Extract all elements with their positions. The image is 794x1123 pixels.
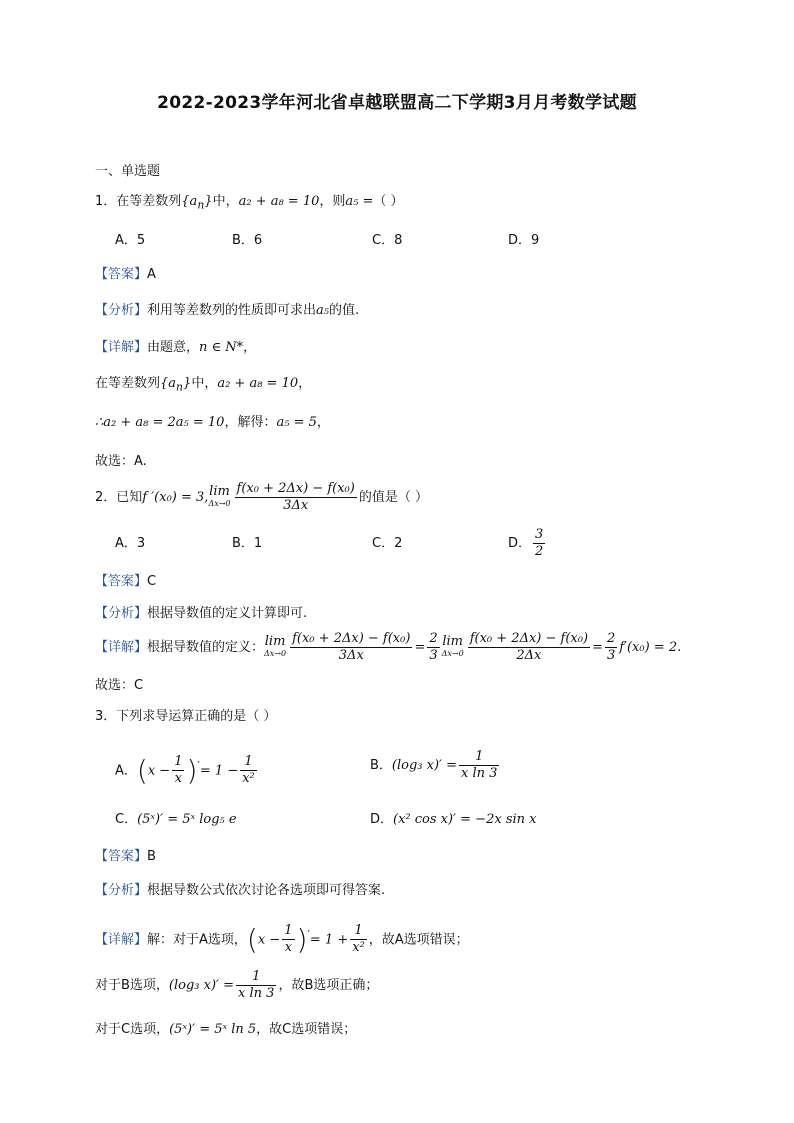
q2-option-c: C．2 <box>372 536 403 551</box>
q2-choose: 故选：C <box>95 678 144 693</box>
q3-option-b-frac-den: x ln 3 <box>461 766 498 781</box>
question-2-stem <box>95 478 428 518</box>
q1-d1-math: n ∈ N* <box>199 340 244 355</box>
analysis-tag: 【分析】 <box>95 883 148 898</box>
q2-detail-eq-2: = <box>592 640 603 655</box>
q3-detail-a-frac2-den: x² <box>352 940 365 956</box>
answer-tag: 【答案】 <box>95 574 148 589</box>
q2-detail-frac-2 <box>468 631 590 664</box>
q2-lim-word: lim <box>209 483 230 499</box>
q1-d2-mid: 中， <box>191 376 218 391</box>
q3-detail-a-eq: = 1 + <box>309 932 349 948</box>
q1-d1-end: ， <box>243 340 257 355</box>
q2-detail-lim-2 <box>441 633 464 660</box>
q2-detail-tail: f′(x₀) = 2. <box>619 640 682 655</box>
q3-answer <box>95 847 156 867</box>
q3-option-b <box>370 746 501 786</box>
q2-analysis-text: 根据导数值的定义计算即可. <box>147 606 308 621</box>
q3-option-c-expr: (5ˣ)′ = 5ˣ log₅ e <box>137 812 237 827</box>
q3-detail-a <box>95 915 469 960</box>
q3-option-d <box>370 810 536 830</box>
q2-option-d <box>508 524 547 564</box>
q2-stem-post: 的值是（ ） <box>358 490 428 505</box>
q2-option-b: B．1 <box>232 536 263 551</box>
q3-option-a-rparen: ) <box>186 753 198 787</box>
q1-analysis-text: 利用等差数列的性质即可求出 <box>147 303 317 318</box>
q2-detail-frac-1-den: 3Δx <box>338 648 364 663</box>
q2-limit <box>208 483 231 510</box>
q3-detail-a-frac2 <box>350 923 367 956</box>
q1-option-a: A．5 <box>115 233 146 248</box>
q3-option-a <box>115 746 259 791</box>
q3-detail-a-frac-num: 1 <box>284 923 293 939</box>
q3-option-a-prime: ′ <box>197 759 200 772</box>
q2-option-d-label: D． <box>508 536 532 551</box>
q1-answer <box>95 265 156 285</box>
q3-option-a-frac <box>172 754 184 787</box>
q3-detail-a-frac2-num: 1 <box>350 923 367 940</box>
q3-detail-a-pre: 解：对于A选项， <box>147 932 247 948</box>
q3-detail-b-frac-den: x ln 3 <box>238 986 275 1001</box>
q1-seq-close: } <box>204 194 213 209</box>
q2-detail-pre: 根据导数值的定义： <box>147 640 265 655</box>
q1-blank: （ ） <box>373 194 404 209</box>
q2-lim-sub: Δx→0 <box>208 498 231 508</box>
q3-option-a-frac-num: 1 <box>174 754 183 770</box>
page-title: 2022-2023学年河北省卓越联盟高二下学期3月月考数学试题 <box>157 93 637 113</box>
q3-option-b-label: B． <box>370 758 392 773</box>
q2-detail-frac-1 <box>290 631 412 664</box>
q3-detail-b-end: ，故B选项正确； <box>278 978 379 993</box>
q1-seq-sub: n <box>197 198 205 212</box>
q2-detail-frac-2-den: 2Δx <box>516 648 542 663</box>
q3-detail-a-inner: x − <box>257 932 281 948</box>
q3-option-a-frac2 <box>240 754 257 787</box>
detail-tag: 【详解】 <box>95 640 148 655</box>
q2-stem-pre: 2．已知 <box>95 490 143 505</box>
q2-detail-k-2-num: 2 <box>606 631 616 646</box>
q3-option-c <box>115 810 237 830</box>
q1-d2-math: a₂ + a₈ = 10 <box>217 376 299 391</box>
q2-detail-lim-1-word: lim <box>264 633 286 649</box>
q3-option-a-label: A． <box>115 763 137 779</box>
q3-detail-a-rparen: ) <box>296 922 308 956</box>
q1-option-b: B．6 <box>232 233 263 248</box>
q3-option-c-label: C． <box>115 812 138 827</box>
q3-detail-a-lparen: ( <box>246 922 258 956</box>
q2-option-d-frac <box>533 527 545 560</box>
q3-option-b-frac <box>459 749 499 782</box>
q1-analysis-end: 的值. <box>329 303 360 318</box>
detail-tag: 【详解】 <box>95 340 148 355</box>
q2-detail-k-1-num: 2 <box>429 631 438 646</box>
detail-tag: 【详解】 <box>95 932 148 948</box>
q1-seq <box>181 194 213 212</box>
q1-stem-post: ，则 <box>319 194 346 209</box>
q2-fraction-den: 3Δx <box>283 498 309 513</box>
q1-answer-value: A <box>147 267 156 282</box>
q1-d3-end: ， <box>316 415 330 430</box>
q2-detail-lim-1 <box>264 633 287 660</box>
answer-tag: 【答案】 <box>95 267 148 282</box>
q1-d3-result: a₅ = 5 <box>276 415 317 430</box>
q2-detail-k-1-den: 3 <box>429 648 438 663</box>
q2-option-d-den: 2 <box>535 544 544 559</box>
q1-ask: a₅ = <box>345 194 374 209</box>
q1-d2-seq-close: } <box>183 376 192 391</box>
q2-detail-lim-1-sub: Δx→0 <box>264 648 287 658</box>
q3-option-a-eq: = 1 − <box>199 763 239 779</box>
q1-seq-open: {a <box>181 194 198 209</box>
q3-option-a-lparen: ( <box>136 753 148 787</box>
q2-detail-k-2 <box>605 631 617 664</box>
q2-answer-value: C <box>147 574 157 589</box>
q3-detail-b-frac-num: 1 <box>236 969 276 986</box>
q1-stem-pre: 1．在等差数列 <box>95 194 182 209</box>
q2-detail-frac-2-num: f(x₀ + 2Δx) − f(x₀) <box>469 631 589 646</box>
q1-d2-seq-open: {a <box>160 376 177 391</box>
q3-detail-c-pre: 对于C选项， <box>95 1022 170 1037</box>
q1-d1-pre: 由题意， <box>147 340 200 355</box>
q1-condition: a₂ + a₈ = 10 <box>238 194 320 209</box>
q2-option-d-num: 3 <box>535 527 544 542</box>
q2-condition: f ′(x₀) = 3, <box>142 490 209 505</box>
q2-detail-lim-2-sub: Δx→0 <box>441 648 464 658</box>
q3-detail-a-prime: ′ <box>307 928 310 941</box>
q3-detail-a-frac <box>282 923 294 956</box>
analysis-tag: 【分析】 <box>95 606 148 621</box>
q1-stem-mid: 中， <box>212 194 239 209</box>
q3-detail-a-frac-den: x <box>284 940 293 956</box>
q2-fraction <box>235 481 357 514</box>
q3-option-a-frac2-den: x² <box>242 771 255 787</box>
q1-d2-pre: 在等差数列 <box>95 376 161 391</box>
q3-analysis-text: 根据导数公式依次讨论各选项即可得答案. <box>147 883 386 898</box>
q3-detail-c-expr: (5ˣ)′ = 5ˣ ln 5 <box>169 1022 257 1037</box>
q1-d2-end: ， <box>298 376 312 391</box>
q3-option-b-expr: (log₃ x)′ = <box>391 758 458 773</box>
q2-detail-eq: = <box>414 640 426 655</box>
analysis-tag: 【分析】 <box>95 303 148 318</box>
q1-d3-math: ∴a₂ + a₈ = 2a₅ = 10 <box>95 415 225 430</box>
q3-analysis <box>95 881 385 901</box>
q1-choose: 故选：A. <box>95 454 147 469</box>
q1-option-d: D．9 <box>508 233 540 248</box>
q3-detail-b <box>95 966 378 1006</box>
q3-option-d-expr: (x² cos x)′ = −2x sin x <box>393 812 537 827</box>
q2-detail <box>95 628 681 668</box>
q3-detail-b-frac <box>236 969 276 1002</box>
q3-option-b-frac-num: 1 <box>459 749 499 766</box>
q3-answer-value: B <box>147 849 156 864</box>
q3-detail-b-pre: 对于B选项， <box>95 978 169 993</box>
q3-option-d-label: D． <box>370 812 394 827</box>
q1-analysis <box>95 301 359 321</box>
q1-detail-2 <box>95 374 311 398</box>
q2-answer <box>95 572 156 592</box>
q1-detail-3 <box>95 413 330 433</box>
q3-option-a-frac-den: x <box>174 771 183 787</box>
q2-detail-lim-2-word: lim <box>442 633 463 649</box>
answer-tag: 【答案】 <box>95 849 148 864</box>
q2-detail-frac-1-num: f(x₀ + 2Δx) − f(x₀) <box>292 631 411 646</box>
q3-detail-a-end: ，故A选项错误； <box>368 932 469 948</box>
q3-detail-c-end: ，故C选项错误； <box>256 1022 357 1037</box>
q1-d2-seq-sub: n <box>176 380 184 394</box>
q3-detail-c <box>95 1020 356 1040</box>
q3-option-a-inner: x − <box>147 763 171 779</box>
q1-detail-1 <box>95 338 256 358</box>
q1-d3-mid: ，解得： <box>224 415 277 430</box>
section-heading: 一、单选题 <box>95 164 161 179</box>
q2-analysis <box>95 604 307 624</box>
q1-option-c: C．8 <box>372 233 403 248</box>
q1-d2-seq <box>160 376 192 394</box>
q2-detail-k-2-den: 3 <box>606 648 616 663</box>
q3-option-a-frac2-num: 1 <box>240 754 257 771</box>
q3-detail-b-expr: (log₃ x)′ = <box>168 978 235 993</box>
q2-detail-k-1 <box>427 631 439 664</box>
question-1-stem <box>95 192 404 216</box>
question-3-stem: 3．下列求导运算正确的是（ ） <box>95 709 277 724</box>
q1-analysis-var: a₅ <box>316 303 329 318</box>
q2-fraction-num: f(x₀ + 2Δx) − f(x₀) <box>236 481 355 496</box>
q2-option-a: A．3 <box>115 536 146 551</box>
